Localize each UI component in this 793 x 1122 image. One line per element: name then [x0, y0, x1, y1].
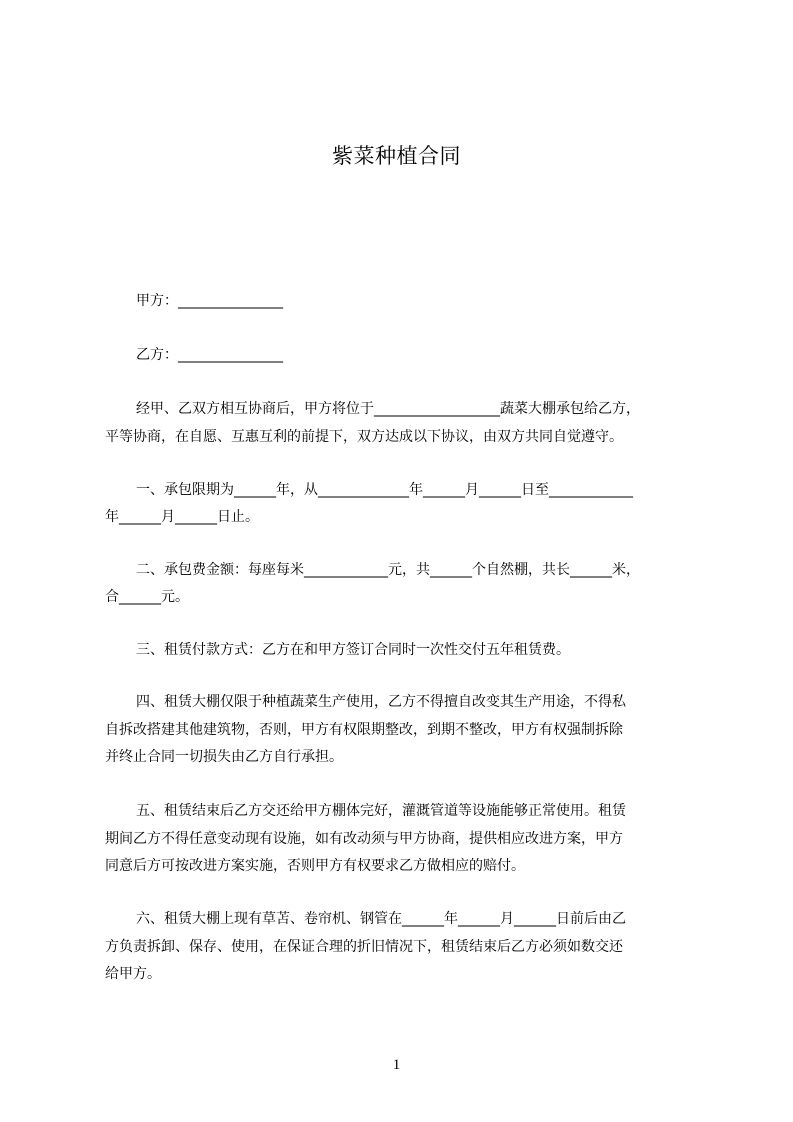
page-title: 紫菜种植合同 — [332, 144, 461, 168]
clause-6-line-2: 方负责拆卸、保存、使用，在保证合理的折旧情况下，租赁结束后乙方必须如数交还 — [105, 939, 623, 955]
clause-5-line-2: 期间乙方不得任意变动现有设施，如有改动须与甲方协商，提供相应改进方案，甲方 — [105, 831, 623, 847]
intro-line-1: 经甲、乙双方相互协商后，甲方将位于__________________蔬菜大棚承包给乙方， — [136, 401, 640, 417]
clause-4-line-2: 自拆改搭建其他建筑物，否则，甲方有权限期整改，到期不整改，甲方有权强制拆除 — [105, 722, 623, 738]
clause-1-line-1: 一、承包限期为______年，从_____________年______月______日至____________ — [136, 482, 633, 498]
page-number: 1 — [392, 1057, 401, 1073]
party-a-line: 甲方：_______________ — [136, 293, 283, 309]
clause-6-line-3: 给甲方。 — [105, 966, 161, 982]
clause-5-line-3: 同意后方可按改进方案实施，否则甲方有权要求乙方做相应的赔付。 — [105, 858, 525, 874]
clause-6-line-1: 六、租赁大棚上现有草苫、卷帘机、钢管在______年______月______日前后由乙 — [136, 911, 626, 927]
clause-2-line-2: 合______元。 — [105, 589, 189, 605]
clause-2-line-1: 二、承包费金额：每座每米____________元，共______个自然棚，共长______米， — [136, 562, 640, 578]
clause-3-line-1: 三、租赁付款方式：乙方在和甲方签订合同时一次性交付五年租赁费。 — [136, 642, 570, 658]
party-b-line: 乙方：_______________ — [136, 347, 283, 363]
intro-line-2: 平等协商，在自愿、互惠互利的前提下，双方达成以下协议，由双方共同自觉遵守。 — [105, 429, 623, 445]
clause-4-line-1: 四、租赁大棚仅限于种植蔬菜生产使用，乙方不得擅自改变其生产用途，不得私 — [136, 694, 626, 710]
clause-4-line-3: 并终止合同一切损失由乙方自行承担。 — [105, 749, 343, 765]
clause-1-line-2: 年______月______日止。 — [105, 509, 259, 525]
clause-5-line-1: 五、租赁结束后乙方交还给甲方棚体完好，灌溉管道等设施能够正常使用。租赁 — [136, 803, 626, 819]
